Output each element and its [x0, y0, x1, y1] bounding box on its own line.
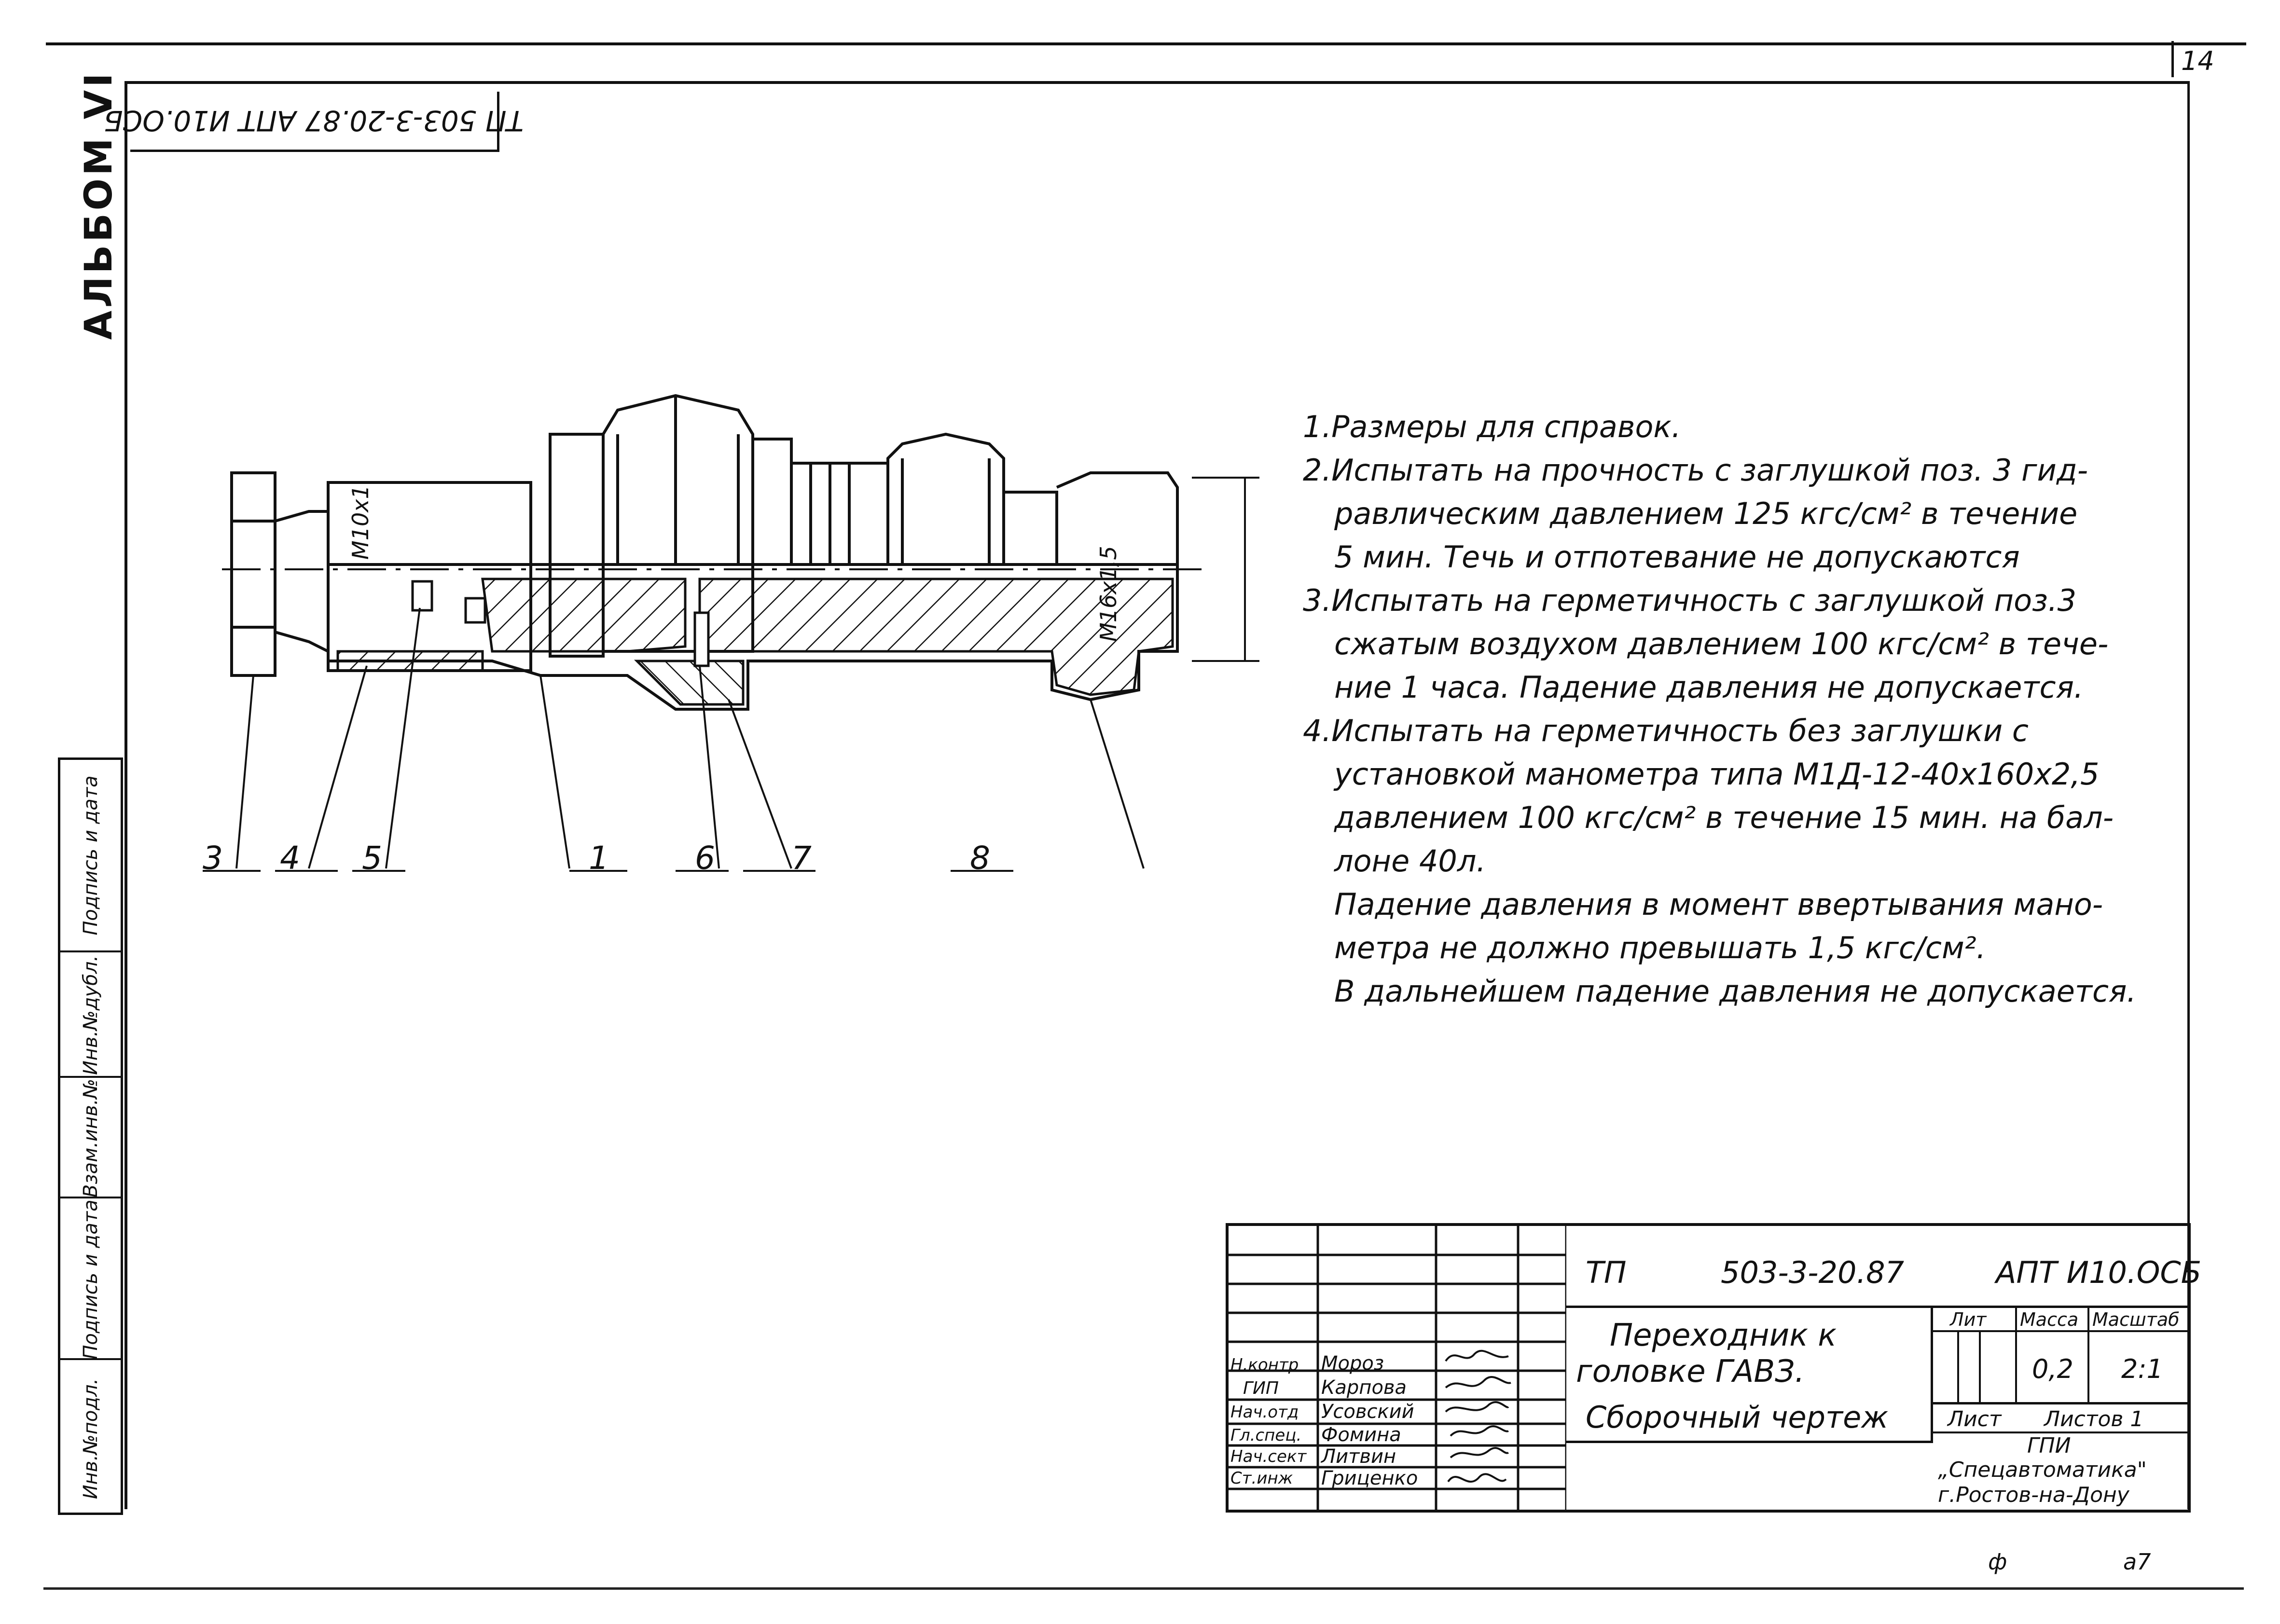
sheet-row [1933, 1404, 2191, 1433]
frame-bottom-line [43, 1587, 2244, 1590]
dimension-m10: М10х1 [347, 485, 373, 560]
callout-4: 4 [280, 840, 300, 877]
signature-role: ГИП [1243, 1378, 1279, 1398]
scale-value: 2:1 [2121, 1354, 2163, 1384]
note-line: 5 мин. Течь и отпотевание не допускаются [1334, 539, 2020, 575]
note-line: равлическим давлением 125 кгс/см² в течение [1334, 496, 2078, 531]
plug-head [232, 473, 275, 675]
sheet-label: Лист [1948, 1407, 2002, 1431]
seal-ring [413, 581, 432, 610]
lit-col-divider [1979, 1332, 1981, 1404]
organization [1933, 1433, 2191, 1511]
sheets-label: Листов 1 [2044, 1407, 2144, 1431]
note-line: сжатым воздухом давлением 100 кгс/см² в тече- [1334, 626, 2109, 661]
technical-notes [1303, 405, 2210, 1013]
title-line-2: головке ГАВЗ. [1576, 1354, 1805, 1390]
scale-col-divider [2087, 1308, 2089, 1404]
title-name-cell [1566, 1308, 1933, 1443]
mass-value: 0,2 [2032, 1354, 2073, 1384]
side-stamp [58, 757, 123, 1515]
note-line: 3.Испытать на герметичность с заглушкой поз.3 [1303, 583, 2077, 618]
org-line-3: г.Ростов-на-Дону [1938, 1483, 2129, 1507]
signature-role: Нач.сект [1230, 1447, 1307, 1466]
signature-role: Ст.инж [1230, 1469, 1293, 1488]
signature-name: Усовский [1321, 1401, 1414, 1423]
note-line: ние 1 часа. Падение давления не допускается. [1334, 670, 2084, 705]
sheet-number: 14 [2181, 46, 2214, 76]
album-label: АЛЬБОМ VI [77, 70, 121, 340]
side-stamp-cell: Подпись и дата [60, 1197, 121, 1360]
top-border-line [46, 42, 2246, 45]
footer-mark: ф [1988, 1549, 2007, 1575]
document-code-stamp: ТП 503-3-20.87 АПТ И10.ОСБ [130, 92, 499, 152]
side-stamp-cell: Инв.№подл. [60, 1358, 121, 1517]
side-stamp-cell: Взам.инв.№ [60, 1076, 121, 1198]
callout-5: 5 [362, 840, 382, 877]
callout-8: 8 [970, 840, 990, 877]
note-line: установкой манометра типа М1Д-12-40х160х2,5 [1334, 757, 2100, 792]
code-number: 503-3-20.87 [1721, 1255, 1905, 1290]
header-mass: Масса [2020, 1309, 2079, 1330]
title-line-1: Переходник к [1610, 1318, 1837, 1353]
signature-name: Карпова [1321, 1376, 1407, 1399]
note-line: 1.Размеры для справок. [1303, 409, 1681, 444]
lit-mass-scale [1933, 1308, 2191, 1404]
note-line: В дальнейшем падение давления не допускается. [1334, 974, 2137, 1009]
org-line-1: ГПИ [2027, 1433, 2071, 1458]
seal-ring [466, 598, 485, 622]
header-scale: Масштаб [2092, 1309, 2180, 1330]
callout-7: 7 [791, 840, 812, 877]
code-suffix: АПТ И10.ОСБ [1996, 1255, 2202, 1290]
title-block [1226, 1223, 2202, 1513]
header-lit: Лит [1950, 1309, 1987, 1330]
note-line: метра не должно превышать 1,5 кгс/см². [1334, 930, 1986, 965]
code-prefix: ТП [1586, 1255, 1627, 1290]
signature-name: Мороз [1321, 1352, 1384, 1375]
footer-mark: а7 [2123, 1549, 2151, 1575]
note-line: 2.Испытать на прочность с заглушкой поз. 3 гид- [1303, 453, 2088, 488]
title-code-row [1566, 1226, 2202, 1308]
signature-name: Фомина [1321, 1424, 1401, 1446]
signature-role: Н.контр [1230, 1355, 1299, 1375]
dimension-m16: М16х1,5 [1095, 546, 1121, 642]
assembly-drawing [193, 362, 1351, 917]
lit-col-divider [1957, 1332, 1959, 1404]
top-border-tick [2171, 41, 2174, 77]
signature-role: Гл.спец. [1230, 1426, 1302, 1445]
signature-name: Литвин [1321, 1445, 1396, 1468]
signature-role: Нач.отд [1230, 1403, 1299, 1422]
callout-6: 6 [695, 840, 715, 877]
seal-ring [695, 613, 708, 666]
callout-3: 3 [203, 840, 223, 877]
signature-marks [1436, 1342, 1518, 1511]
note-line: лоне 40л. [1334, 843, 1486, 879]
note-line: Падение давления в момент ввертывания мано- [1334, 887, 2103, 922]
side-stamp-cell: Подпись и дата [79, 775, 102, 936]
org-line-2: „Спецавтоматика" [1938, 1458, 2147, 1482]
signature-name: Гриценко [1321, 1467, 1418, 1489]
note-line: 4.Испытать на герметичность без заглушки с [1303, 713, 2029, 748]
note-line: давлением 100 кгс/см² в течение 15 мин. на бал- [1334, 800, 2114, 835]
side-stamp-cell: Инв.№дубл. [60, 950, 121, 1078]
doc-type: Сборочный чертеж [1586, 1400, 1889, 1435]
mass-col-divider [2015, 1308, 2017, 1404]
callout-1: 1 [589, 840, 609, 877]
